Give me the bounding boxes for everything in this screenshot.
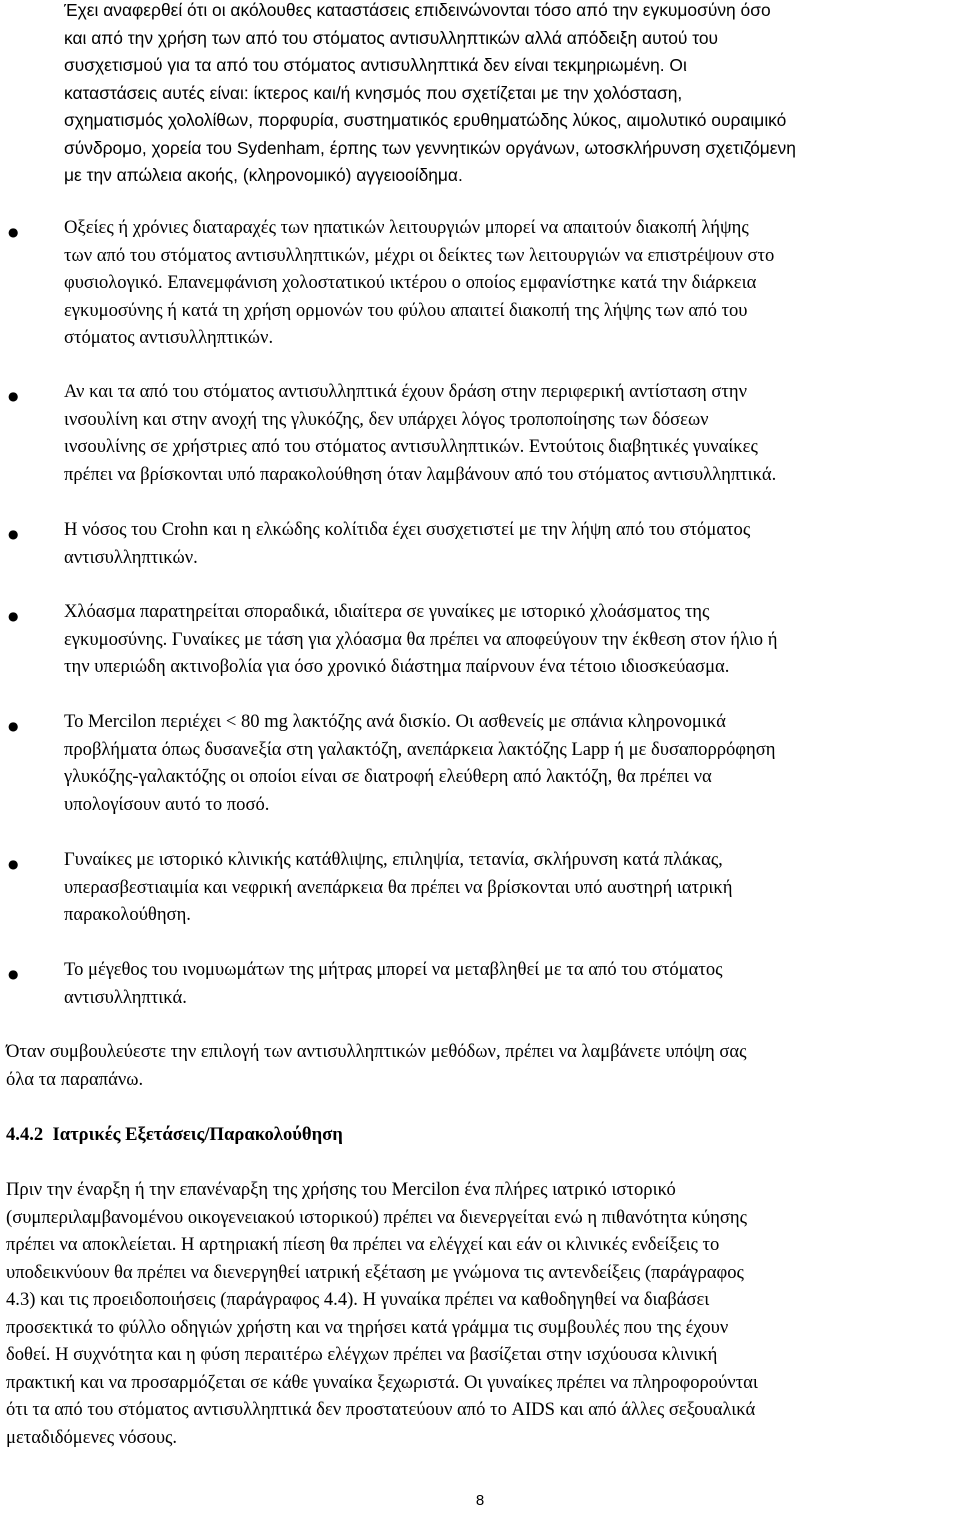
bullet-continuation bbox=[64, 0, 796, 190]
text-line: στόματος αντισυλληπτικών. bbox=[64, 327, 274, 348]
text-line: σύνδρομο, χορεία του Sydenham, έρπης των γεννητικών οργάνων, ωτοσκλήρυνση σχετιζόμενη bbox=[64, 137, 796, 158]
text-line: πρέπει να αποκλείεται. Η αρτηριακή πίεση θα πρέπει να ελέγχεί και εάν οι κλινικές ενδείξεις το bbox=[6, 1234, 720, 1255]
text-line: ινσουλίνη και στην ανοχή της γλυκόζης, δεν υπάρχει λόγος τροποποίησης των δόσεων bbox=[64, 408, 709, 430]
text-line: ινσουλίνης σε χρήστριες από του στόματος αντισυλληπτικών. Εντούτοις διαβητικές γυναίκες bbox=[64, 436, 758, 457]
text-line: (συμπεριλαμβανομένου οικογενειακού ιστορικού) πρέπει να διενεργείται ενώ η πιθανότητα κύησης bbox=[6, 1206, 747, 1228]
bullet-item bbox=[64, 708, 776, 818]
text-line: όλα τα παραπάνω. bbox=[6, 1068, 144, 1090]
text-line: φυσιολογικό. Επανεμφάνιση χολοστατικού ικτέρου ο οποίος εμφανίστηκε κατά την διάρκεια bbox=[64, 272, 757, 293]
text-line: με την απώλεια ακοής, (κληρονομικό) αγγειοοίδημα. bbox=[64, 165, 463, 185]
text-line: παρακολούθηση. bbox=[64, 904, 191, 925]
bullet-item bbox=[64, 516, 750, 571]
closing-paragraph bbox=[6, 1038, 746, 1093]
bullet-dot: ● bbox=[8, 527, 19, 541]
bullet-dot: ● bbox=[8, 719, 19, 733]
text-line: σχηματισμός χολολίθων, πορφυρία, συστηματικός ερυθηματώδης λύκος, αιμολυτικό ουραιμικό bbox=[64, 110, 787, 130]
text-line: Όταν συμβουλεύεστε την επιλογή των αντισυλληπτικών μεθόδων, πρέπει να λαμβάνετε υπόψη σας bbox=[6, 1041, 747, 1062]
text-line: προβλήματα όπως δυσανεξία στη γαλακτόζη, ανεπάρκεια λακτόζης Lapp ή με δυσαπορρόφηση bbox=[64, 738, 776, 760]
text-line: αντισυλληπτικά. bbox=[64, 986, 187, 1008]
text-line: γλυκόζης-γαλακτόζης οι οποίοι είναι σε διατροφή ελεύθερη από λακτόζη, θα πρέπει να bbox=[64, 766, 712, 787]
text-line: 4.3) και τις προειδοποιήσεις (παράγραφος 4.4). Η γυναίκα πρέπει να καθοδηγηθεί να διαβάσει bbox=[6, 1289, 710, 1310]
text-line: των από του στόματος αντισυλληπτικών, μέχρι οι δείκτες των λειτουργιών να επιστρέψουν στο bbox=[64, 244, 775, 266]
text-line: ότι τα από του στόματος αντισυλληπτικά δεν προστατεύουν από το AIDS και από άλλες σεξουαλικά bbox=[6, 1399, 756, 1420]
text-line: Έχει αναφερθεί ότι οι ακόλουθες καταστάσεις επιδεινώνονται τόσο από την εγκυμοσύνη όσο bbox=[64, 0, 771, 20]
bullet-item bbox=[64, 956, 723, 1011]
text-line: Χλόασμα παρατηρείται σποραδικά, ιδιαίτερα σε γυναίκες με ιστορικό χλοάσματος της bbox=[64, 601, 710, 622]
text-line: Πριν την έναρξη ή την επανέναρξη της χρήσης του Mercilon ένα πλήρες ιατρικό ιστορικό bbox=[6, 1179, 676, 1200]
bullet-item bbox=[64, 846, 732, 929]
text-line: Το μέγεθος του ινομυωμάτων της μήτρας μπορεί να μεταβληθεί με τα από του στόματος bbox=[64, 959, 723, 980]
text-line: Το Mercilon περιέχει < 80 mg λακτόζης ανά δισκίο. Οι ασθενείς με σπάνια κληρονομικά bbox=[64, 711, 726, 732]
text-line: αντισυλληπτικών. bbox=[64, 546, 198, 568]
bullet-dot: ● bbox=[8, 857, 19, 871]
section-paragraph bbox=[6, 1176, 758, 1451]
bullet-dot: ● bbox=[8, 225, 19, 239]
section-heading: 4.4.2 Ιατρικές Εξετάσεις/Παρακολούθηση bbox=[6, 1124, 343, 1145]
bullet-dot: ● bbox=[8, 389, 19, 403]
text-line: καταστάσεις αυτές είναι: ίκτερος και/ή κνησμός που σχετίζεται με την χολόσταση, bbox=[64, 82, 683, 103]
text-line: συσχετισμού για τα από του στόματος αντισυλληπτικά δεν είναι τεκμηριωμένη. Οι bbox=[64, 55, 687, 75]
text-line: Η νόσος του Crohn και η ελκώδης κολίτιδα έχει συσχετιστεί με την λήψη από του στόματος bbox=[64, 519, 751, 540]
text-line: την υπεριώδη ακτινοβολία για όσο χρονικό διάστημα παίρνουν ένα τέτοιο ιδιοσκεύασμα. bbox=[64, 656, 730, 677]
text-line: και από την χρήση των από του στόματος αντισυλληπτικών αλλά απόδειξη αυτού του bbox=[64, 27, 719, 48]
bullet-item bbox=[64, 214, 774, 352]
text-line: προσεκτικά το φύλλο οδηγιών χρήστη και να τηρήσει κατά γράμμα τις συμβουλές που της έχουν bbox=[6, 1316, 729, 1338]
text-line: Αν και τα από του στόματος αντισυλληπτικά έχουν δράση στην περιφερική αντίσταση στην bbox=[64, 381, 748, 402]
text-line: υπερασβεστιαιμία και νεφρική ανεπάρκεια θα πρέπει να βρίσκονται υπό αυστηρή ιατρική bbox=[64, 876, 733, 898]
text-line: Γυναίκες με ιστορικό κλινικής κατάθλιψης, επιληψία, τετανία, σκλήρυνση κατά πλάκας, bbox=[64, 849, 723, 870]
bullet-dot: ● bbox=[8, 609, 19, 623]
text-line: πρακτική και να προσαρμόζεται σε κάθε γυναίκα ξεχωριστά. Οι γυναίκες πρέπει να πληροφορούνται bbox=[6, 1371, 758, 1393]
bullet-dot: ● bbox=[8, 967, 19, 981]
text-line: δοθεί. Η συχνότητα και η φύση περαιτέρω ελέγχων πρέπει να βασίζεται στην ισχύουσα κλινική bbox=[6, 1344, 718, 1365]
text-line: μεταδιδόμενες νόσους. bbox=[6, 1426, 178, 1448]
page-number: 8 bbox=[475, 1492, 485, 1509]
text-line: Οξείες ή χρόνιες διαταραχές των ηπατικών λειτουργιών μπορεί να απαιτούν διακοπή λήψης bbox=[64, 217, 749, 238]
text-line: εγκυμοσύνης ή κατά τη χρήση ορμονών του φύλου απαιτεί διακοπή της λήψης των από του bbox=[64, 299, 748, 321]
bullet-item bbox=[64, 598, 777, 681]
bullet-item bbox=[64, 378, 776, 488]
text-line: εγκυμοσύνης. Γυναίκες με τάση για χλόασμα θα πρέπει να αποφεύγουν την έκθεση στον ήλιο ή bbox=[64, 628, 778, 650]
text-line: πρέπει να βρίσκονται υπό παρακολούθηση όταν λαμβάνουν από του στόματος αντισυλληπτικά. bbox=[64, 463, 777, 485]
text-line: υποδεικνύουν θα πρέπει να διενεργηθεί ιατρική εξέταση με γνώμονα τις αντενδείξεις (παράγραφος bbox=[6, 1261, 744, 1283]
text-line: υπολογίσουν αυτό το ποσό. bbox=[64, 793, 270, 815]
